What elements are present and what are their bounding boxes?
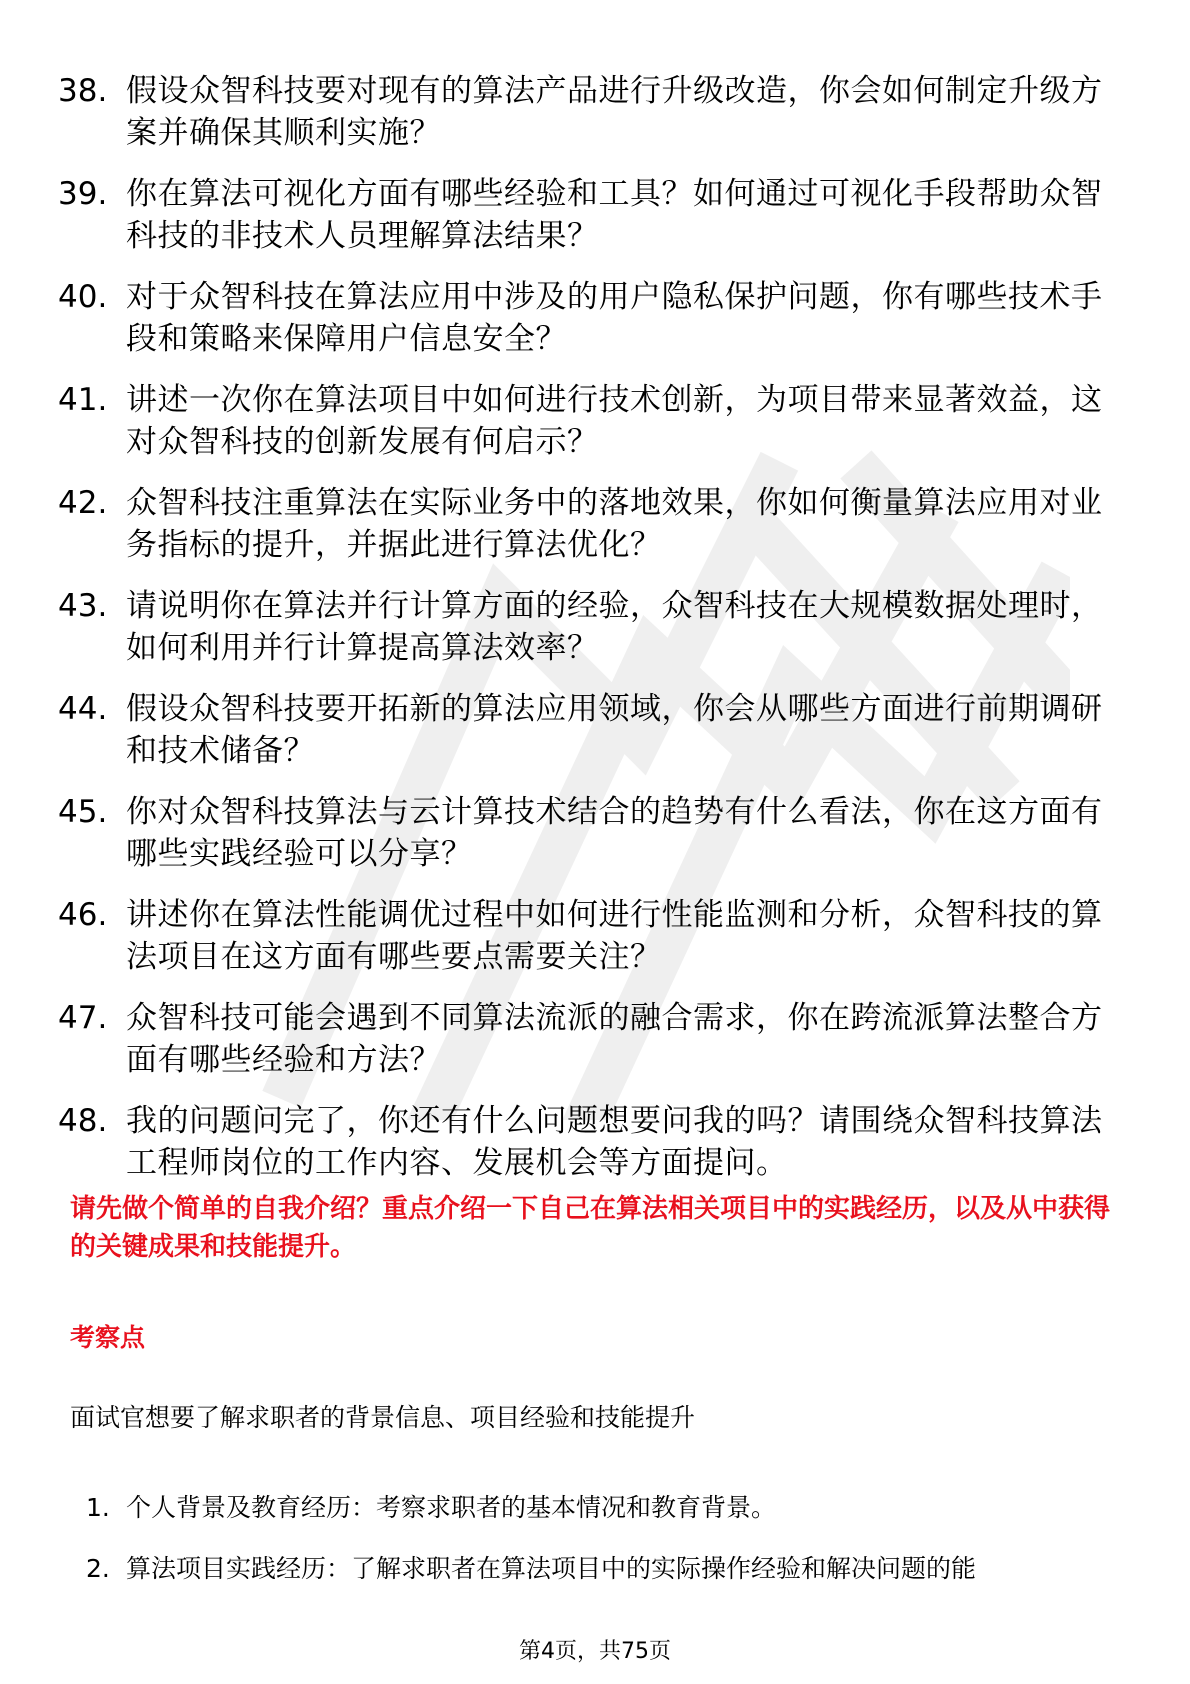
point-text: 算法项目实践经历：了解求职者在算法项目中的实际操作经验和解决问题的能 [126,1554,977,1583]
question-text: 你在算法可视化方面有哪些经验和工具？如何通过可视化手段帮助众智科技的非技术人员理解算法结果？ [126,176,1103,254]
question-text: 众智科技可能会遇到不同算法流派的融合需求，你在跨流派算法整合方面有哪些经验和方法？ [126,1000,1103,1078]
question-number: 44. [58,691,108,727]
question-item [0,276,1190,365]
question-text: 讲述你在算法性能调优过程中如何进行性能监测和分析，众智科技的算法项目在这方面有哪些要点需要关注？ [126,897,1103,975]
question-number: 38. [58,73,108,109]
question-text: 我的问题问完了，你还有什么问题想要问我的吗？请围绕众智科技算法工程师岗位的工作内容、发展机会等方面提问。 [126,1103,1103,1181]
question-text: 众智科技注重算法在实际业务中的落地效果，你如何衡量算法应用对业务指标的提升，并据此进行算法优化？ [126,485,1103,563]
question-text: 请说明你在算法并行计算方面的经验，众智科技在大规模数据处理时，如何利用并行计算提高算法效率？ [126,588,1103,666]
question-number: 47. [58,1000,108,1036]
question-number: 43. [58,588,108,624]
question-list [0,70,1190,1203]
point-text: 个人背景及教育经历：考察求职者的基本情况和教育背景。 [126,1493,777,1522]
question-item [0,997,1190,1086]
question-item [0,70,1190,159]
question-text: 讲述一次你在算法项目中如何进行技术创新，为项目带来显著效益，这对众智科技的创新发展有何启示？ [126,382,1103,460]
question-number: 46. [58,897,108,933]
question-number: 40. [58,279,108,315]
point-number: 2. [86,1554,110,1583]
question-item [0,688,1190,777]
question-number: 39. [58,176,108,212]
assessment-point-list [0,1491,1190,1613]
highlight-question: 请先做个简单的自我介绍？重点介绍一下自己在算法相关项目中的实践经历，以及从中获得的关键成果和技能提升。 [70,1194,1111,1262]
intro-text: 面试官想要了解求职者的背景信息、项目经验和技能提升 [70,1403,696,1432]
question-text: 你对众智科技算法与云计算技术结合的趋势有什么看法，你在这方面有哪些实践经验可以分享？ [126,794,1103,872]
question-text: 假设众智科技要开拓新的算法应用领域，你会从哪些方面进行前期调研和技术储备？ [126,691,1103,769]
question-item [0,379,1190,468]
question-number: 48. [58,1103,108,1139]
point-number: 1. [86,1493,110,1522]
question-number: 42. [58,485,108,521]
question-item [0,585,1190,674]
question-item [0,791,1190,880]
question-text: 假设众智科技要对现有的算法产品进行升级改造，你会如何制定升级方案并确保其顺利实施？ [126,73,1103,151]
section-title: 考察点 [70,1323,146,1352]
question-item [0,1100,1190,1189]
list-item [0,1491,1190,1525]
question-item [0,894,1190,983]
question-number: 41. [58,382,108,418]
page-footer: 第4页，共75页 [519,1639,671,1664]
list-item [0,1552,1190,1586]
question-number: 45. [58,794,108,830]
question-text: 对于众智科技在算法应用中涉及的用户隐私保护问题，你有哪些技术手段和策略来保障用户信息安全？ [126,279,1103,357]
question-item [0,482,1190,571]
question-item [0,173,1190,262]
